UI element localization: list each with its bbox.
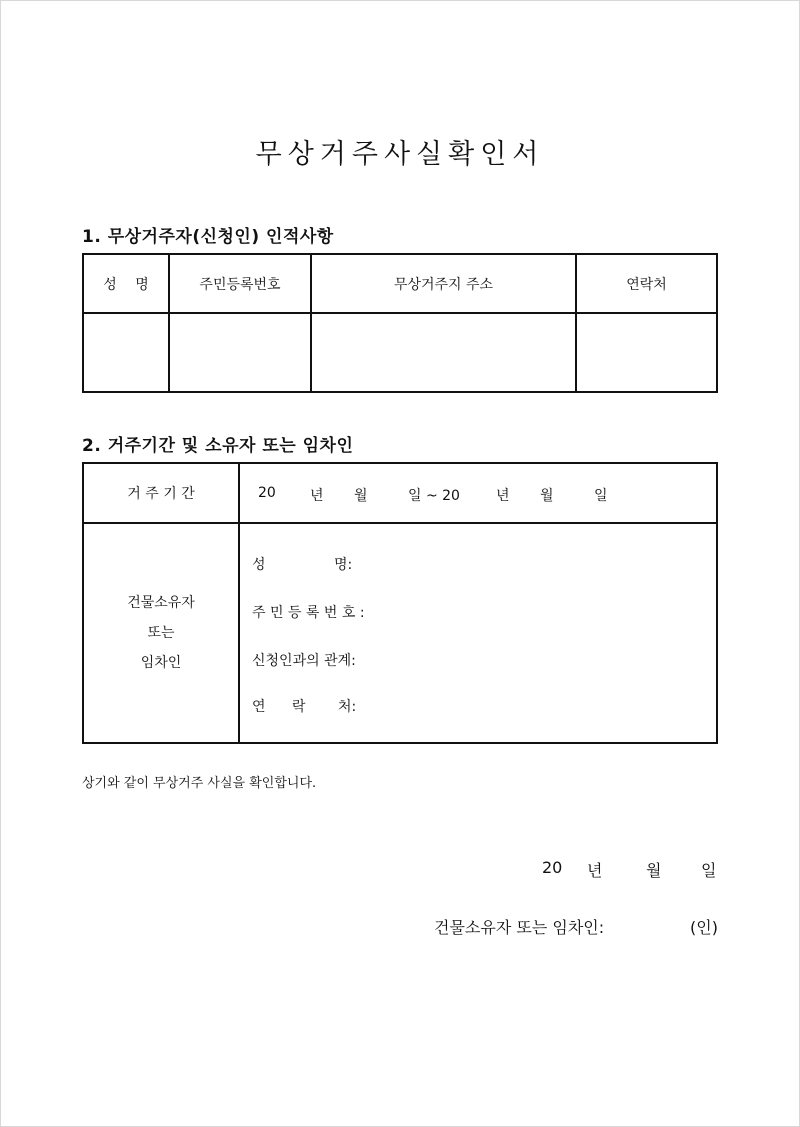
owner-label-line2: 또는 xyxy=(147,625,175,641)
rrn-cell[interactable] xyxy=(169,313,311,392)
date-month: 월 xyxy=(646,861,662,880)
owner-name-label-b: 명: xyxy=(334,557,353,573)
period-cell[interactable] xyxy=(239,463,717,523)
period-row xyxy=(83,463,717,523)
document-title: 무상거주사실확인서 xyxy=(255,139,545,170)
header-address: 무상거주지 주소 xyxy=(311,254,576,313)
header-contact: 연락처 xyxy=(576,254,717,313)
section2-heading: 2. 거주기간 및 소유자 또는 임차인 xyxy=(82,436,354,456)
period-month: 월 xyxy=(354,488,368,504)
section1-heading: 1. 무상거주자(신청인) 인적사항 xyxy=(82,227,334,247)
period-start-prefix: 20 xyxy=(258,485,276,501)
applicant-info-table xyxy=(82,253,718,393)
seal-mark[interactable]: (인) xyxy=(690,918,718,937)
applicant-header-row xyxy=(83,254,717,313)
applicant-input-row xyxy=(83,313,717,392)
address-cell[interactable] xyxy=(311,313,576,392)
owner-label-line3: 임차인 xyxy=(140,655,182,671)
date-year: 년 xyxy=(587,861,603,880)
signature-label: 건물소유자 또는 임차인: xyxy=(434,918,605,937)
name-cell[interactable] xyxy=(83,313,169,392)
period-label: 거 주 기 간 xyxy=(83,463,239,523)
owner-contact-label-a: 연 xyxy=(252,699,266,715)
owner-label-line1: 건물소유자 xyxy=(127,595,195,611)
owner-contact-label-c: 처: xyxy=(338,699,357,715)
owner-relation-label: 신청인과의 관계: xyxy=(252,653,356,669)
owner-rrn-label: 주 민 등 록 번 호 : xyxy=(252,605,365,621)
period-day2: 일 xyxy=(594,488,608,504)
confirmation-text: 상기와 같이 무상거주 사실을 확인합니다. xyxy=(82,776,317,791)
owner-contact-label-b: 락 xyxy=(292,699,306,715)
period-month2: 월 xyxy=(540,488,554,504)
header-name: 성 명 xyxy=(83,254,169,313)
period-year: 년 xyxy=(310,488,324,504)
date-prefix: 20 xyxy=(542,858,563,877)
owner-label-cell xyxy=(83,523,239,743)
owner-row xyxy=(83,523,717,743)
contact-cell[interactable] xyxy=(576,313,717,392)
residence-table xyxy=(82,462,718,744)
period-year2: 년 xyxy=(496,488,510,504)
period-day-tilde: 일 ~ 20 xyxy=(408,488,460,504)
owner-fields-cell xyxy=(239,523,717,743)
date-day: 일 xyxy=(701,861,717,880)
owner-name-label-a: 성 xyxy=(252,557,266,573)
header-rrn: 주민등록번호 xyxy=(169,254,311,313)
